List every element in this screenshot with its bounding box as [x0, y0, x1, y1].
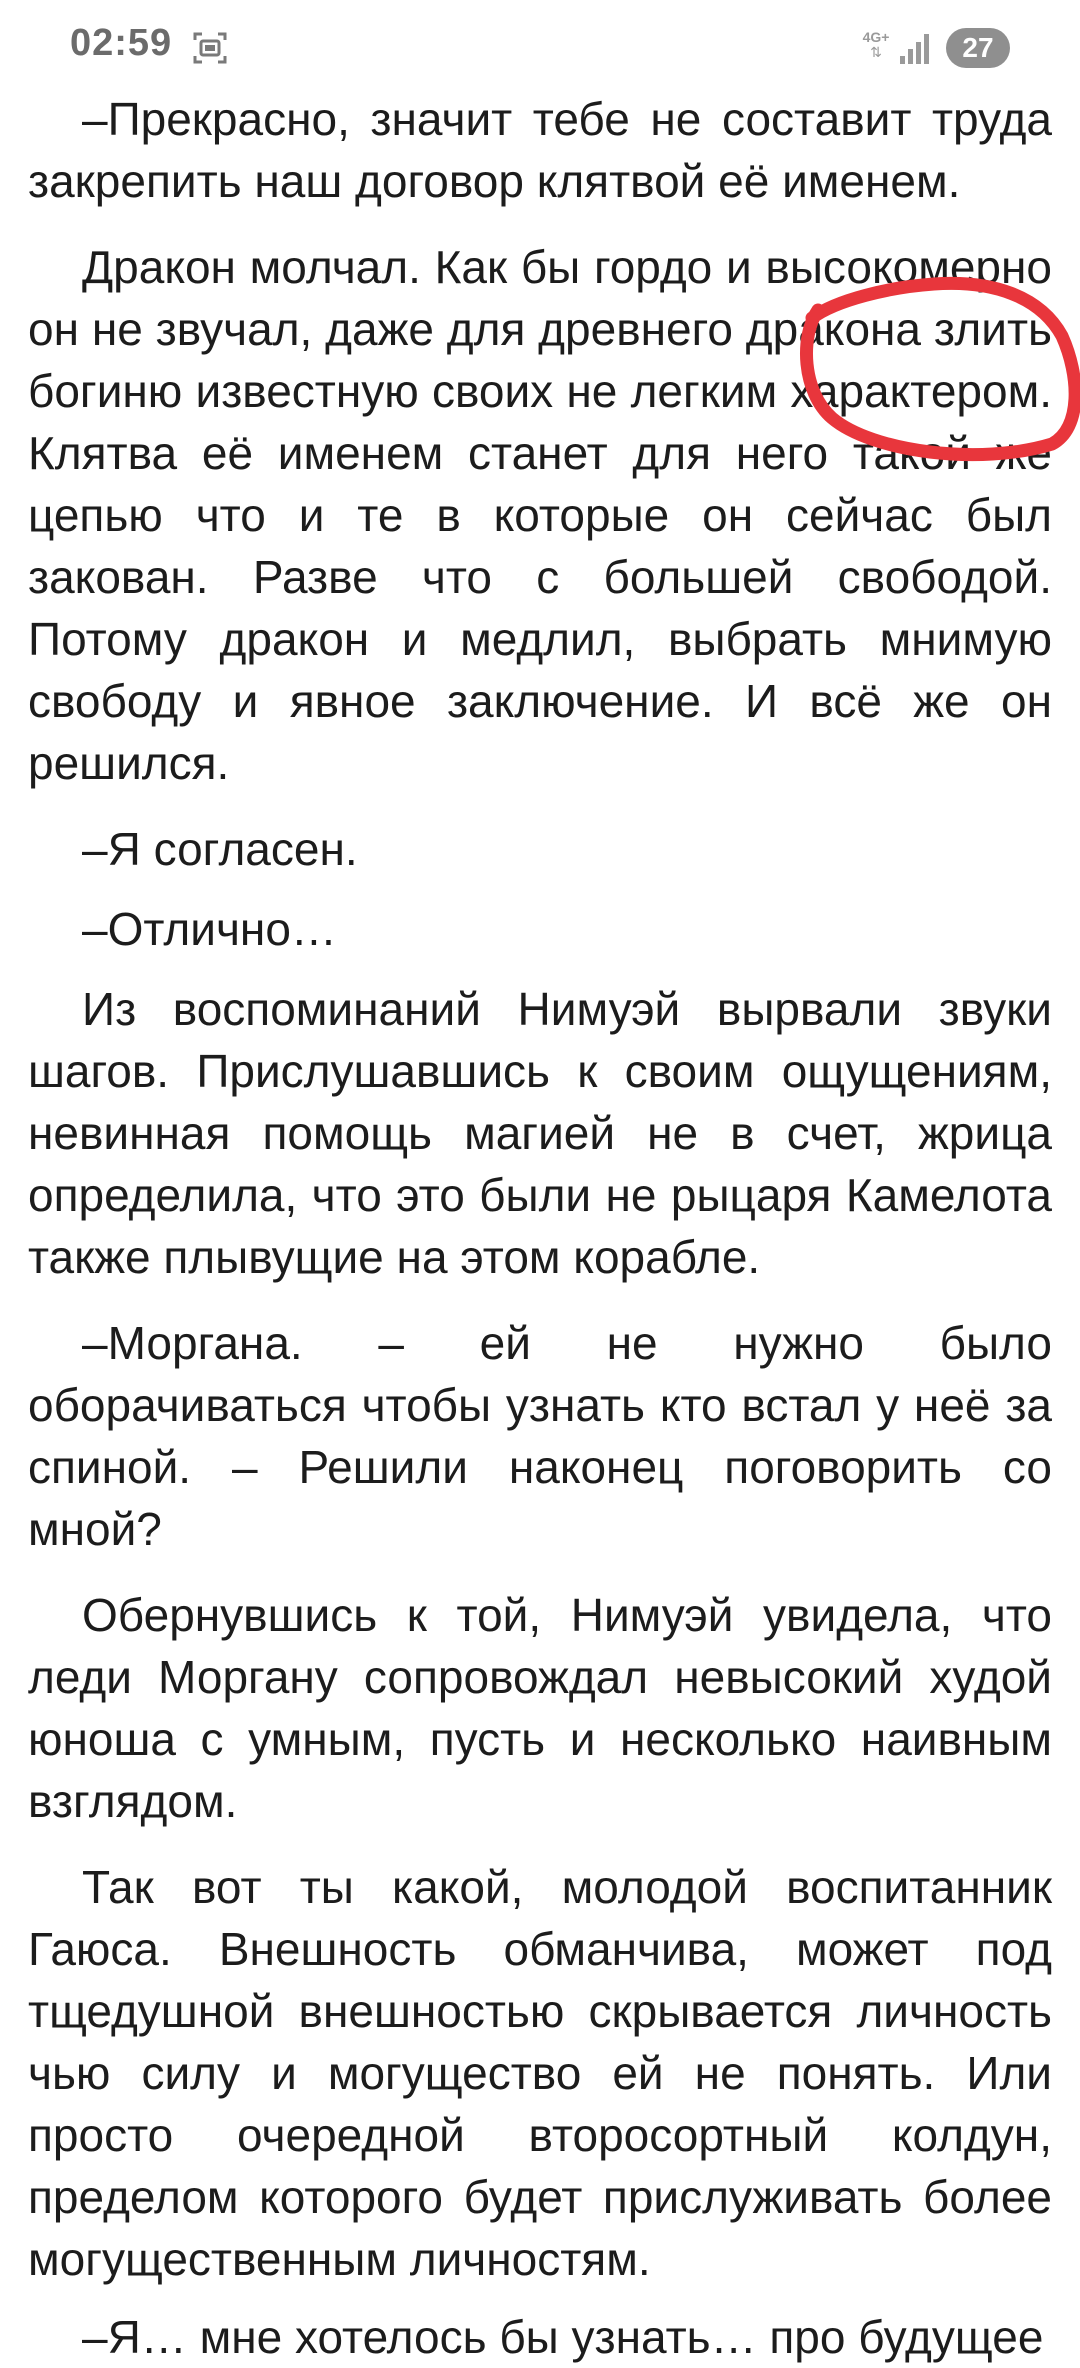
- status-bar: [0, 0, 1080, 96]
- book-reader-text[interactable]: [28, 88, 1052, 2314]
- paragraph: –Моргана. – ей не нужно было оборачиваться чтобы узнать кто встал у неё за спиной. – Решили наконец поговорить со мной?: [28, 1317, 1052, 1555]
- paragraph: Так вот ты какой, молодой воспитанник Гаюса. Внешность обманчива, может под тщедушной внешностью скрывается личность чью силу и могущество ей не понять. Или просто очередной второсортный колдун, пределом которого будет прислуживать более могущественным личностям.: [28, 1861, 1052, 2285]
- battery-level-badge: 27: [946, 28, 1010, 68]
- paragraph-partial: –Я… мне хотелось бы узнать… про будущее: [82, 2311, 1044, 2363]
- network-type-indicator: [860, 30, 892, 66]
- paragraph: –Отлично…: [82, 903, 337, 955]
- paragraph: Обернувшись к той, Нимуэй увидела, что леди Моргану сопровождал невысокий худой юноша с умным, пусть и несколько наивным взглядом.: [28, 1589, 1052, 1827]
- paragraph: –Я согласен.: [82, 823, 358, 875]
- signal-icon: [898, 32, 934, 64]
- status-time: 02:59: [70, 22, 173, 64]
- data-transfer-icon: ⇅: [870, 44, 882, 60]
- paragraph: –Прекрасно, значит тебе не составит труда закрепить наш договор клятвой её именем.: [28, 93, 1052, 207]
- paragraph: Дракон молчал. Как бы гордо и высокомерно он не звучал, даже для древнего дракона злить богиню известную своих не легким характером. Клятва её именем станет для него такой же цепью что и те в которые он сейчас был закован. Разве что с большей свободой. Потому дракон и медлил, выбрать мнимую свободу и явное заключение. И всё же он решился.: [28, 241, 1052, 789]
- screen-recorder-icon: [192, 30, 228, 66]
- network-type-label: 4G+: [862, 29, 890, 45]
- paragraph: Из воспоминаний Нимуэй вырвали звуки шагов. Прислушавшись к своим ощущениям, невинная помощь магией не в счет, жрица определила, что это были не рыцаря Камелота также плывущие на этом корабле.: [28, 983, 1052, 1283]
